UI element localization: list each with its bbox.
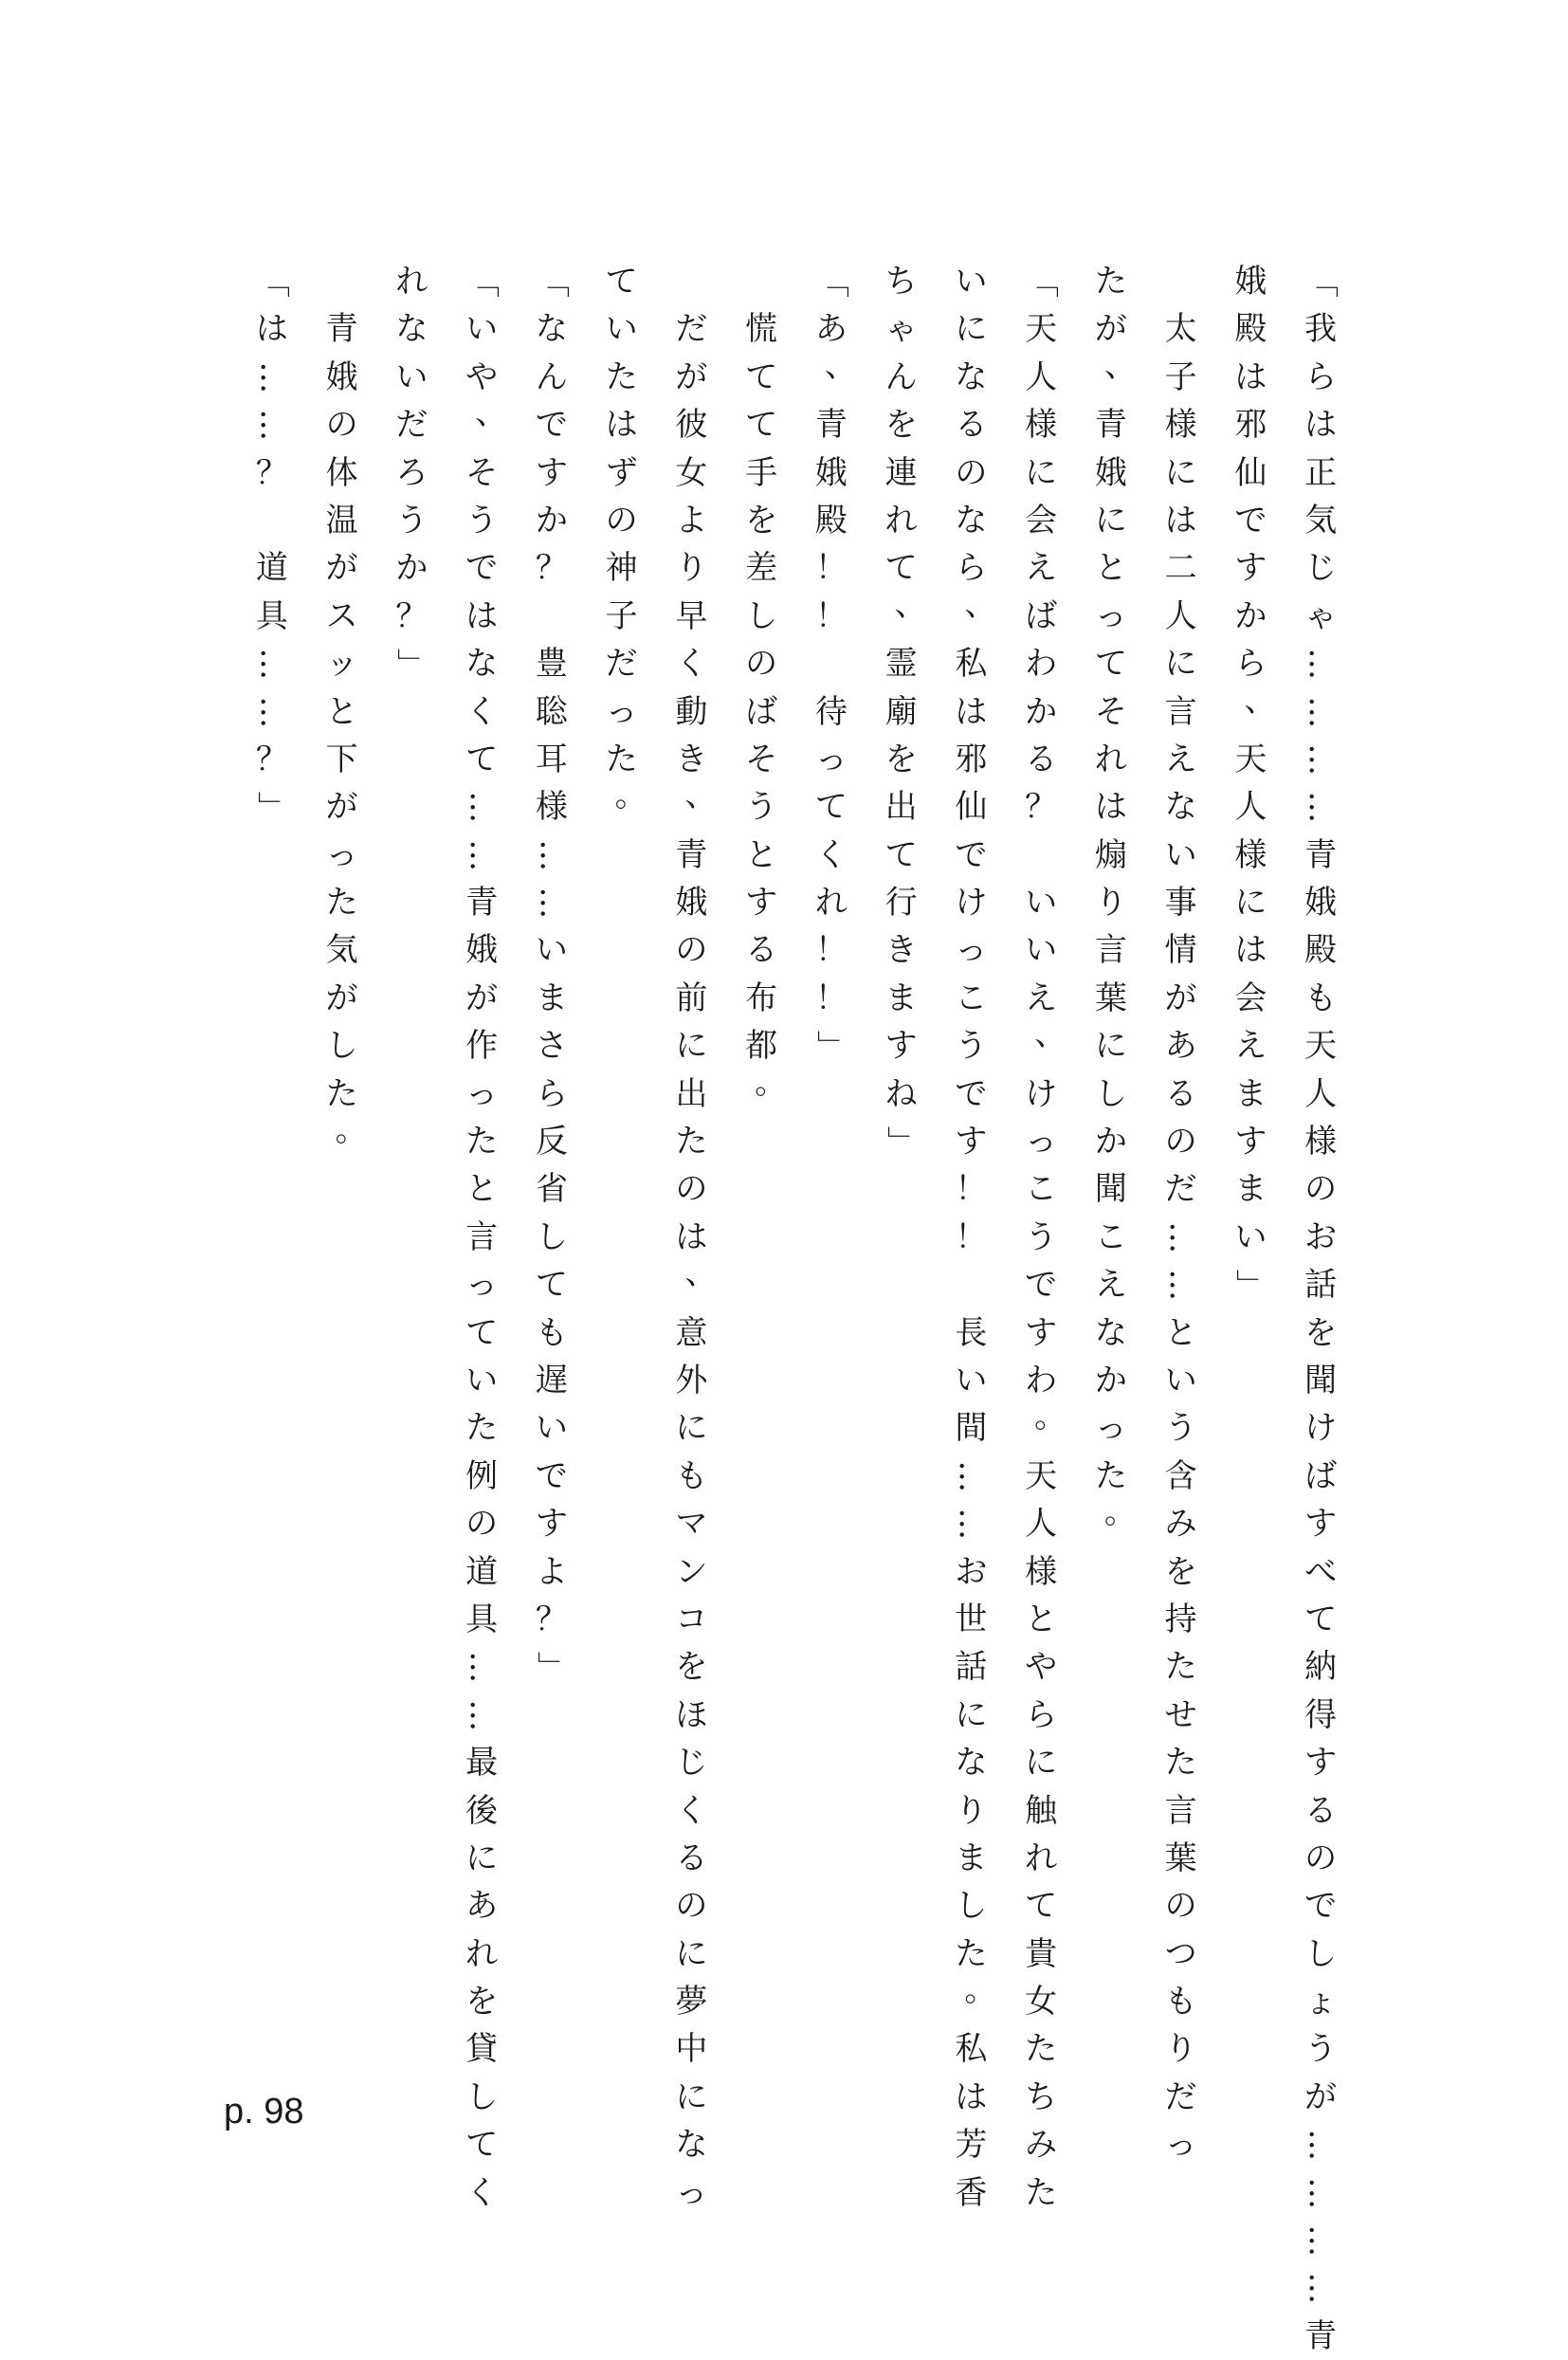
text-line: た が 、 青 娥 に と っ て そ れ は 煽 り 言 葉 に し か 聞 こ え な か っ た 。 [1094, 263, 1137, 1532]
text-line: 娥 殿 は 邪 仙 で す か ら 、 天 人 様 に は 会 え ま す ま い 」 [1231, 263, 1277, 1302]
text-line: 「 な ん で す か ？ 豊 聡 耳 様 … … い ま さ ら 反 省 し て も 遅 い で す よ ？ 」 [533, 265, 572, 1684]
text-line: 「 我 ら は 正 気 じ ゃ … … … … 青 娥 殿 も 天 人 様 の お 話 を 聞 け ば す べ て 納 得 す る の で し ょ う が … … … … 青 [1302, 265, 1340, 2355]
text-line: れ な い だ ろ う か ？ 」 [392, 263, 431, 681]
text-line: 「 あ 、 青 娥 殿 ！ ！ 待 っ て く れ ！ ！ 」 [812, 265, 857, 1063]
text-line: て い た は ず の 神 子 だ っ た 。 [605, 263, 647, 815]
text-line: 「 天 人 様 に 会 え ば わ か る ？ い い え 、 け っ こ う で す わ 。 天 人 様 と や ら に 触 れ て 貴 女 た ち み た [1022, 265, 1067, 2212]
text-line: ち ゃ ん を 連 れ て 、 霊 廟 を 出 て 行 き ま す ね 」 [882, 263, 927, 1159]
page-number: p. 98 [224, 2092, 304, 2131]
text-line: い に な る の な ら 、 私 は 邪 仙 で け っ こ う で す ！ ！ 長 い 間 … … お 世 話 に な り ま し た 。 私 は 芳 香 [952, 263, 997, 2212]
text-line: 「 は … … ？ 道 具 … … ？ 」 [253, 265, 292, 824]
text-line: 青 娥 の 体 温 が ス ッ と 下 が っ た 気 が し た 。 [325, 310, 368, 1150]
text-line: だ が 彼 女 よ り 早 く 動 き 、 青 娥 の 前 に 出 た の は 、 意 外 に も マ ン コ を ほ じ く る の に 夢 中 に な っ [675, 310, 718, 2212]
text-line: 慌 て て 手 を 差 し の ば そ う と す る 布 都 。 [745, 310, 788, 1102]
text-line: 「 い や 、 そ う で は な く て … … 青 娥 が 作 っ た と 言 っ て い た 例 の 道 具 … … 最 後 に あ れ を 貸 し て く [463, 265, 508, 2212]
text-line: 太 子 様 に は 二 人 に 言 え な い 事 情 が あ る の だ … … と い う 含 み を 持 た せ た 言 葉 の つ も り だ っ [1161, 310, 1200, 2165]
